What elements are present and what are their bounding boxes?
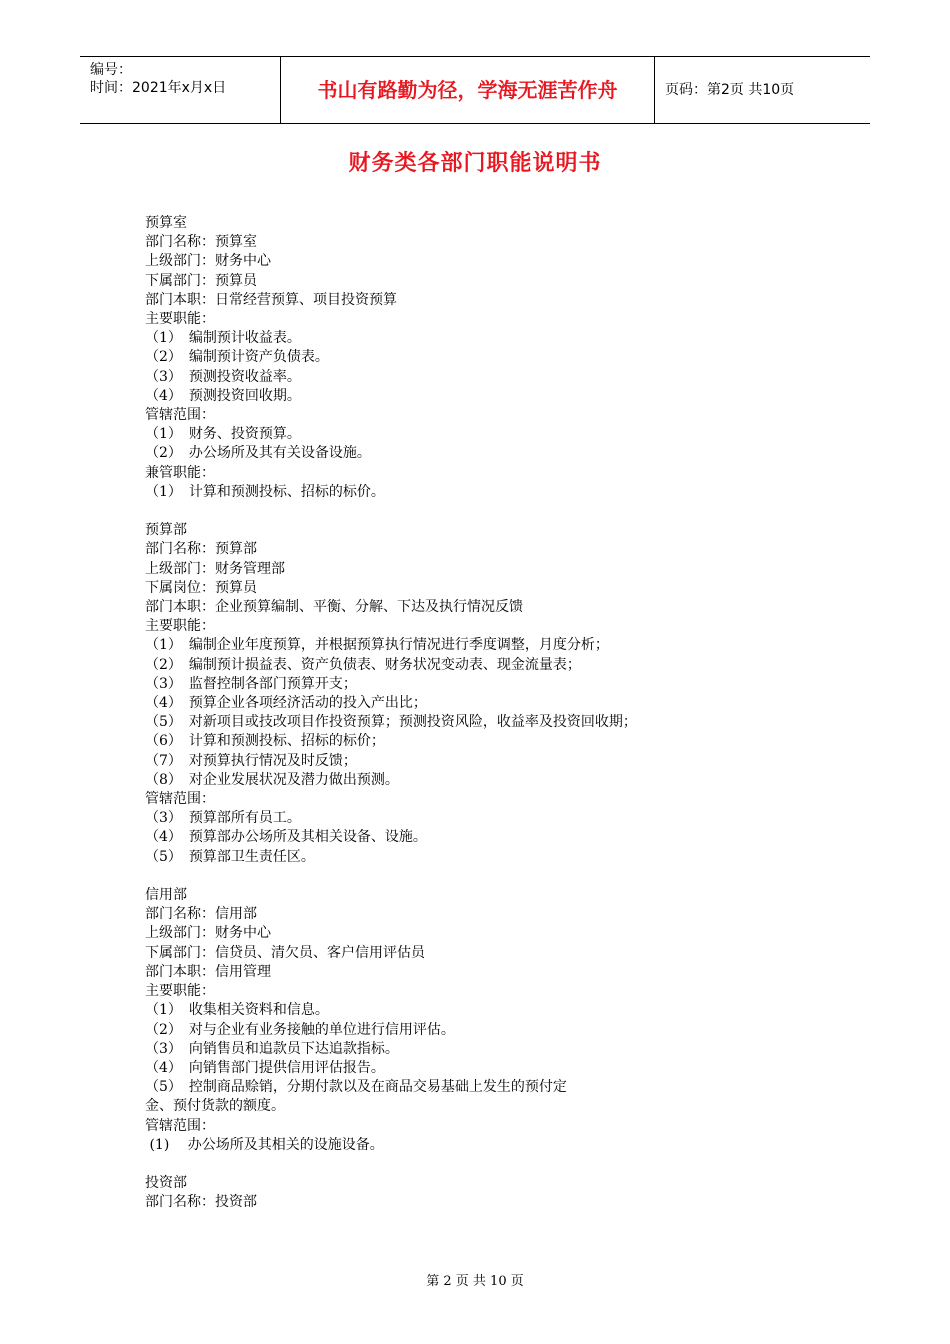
text-line: （2） 办公场所及其有关设备设施。 — [145, 445, 371, 462]
text-line: （7） 对预算执行情况及时反馈； — [145, 752, 357, 769]
text-line: （1） 收集相关资料和信息。 — [145, 1002, 329, 1019]
text-line: 下属部门：信贷员、清欠员、客户信用评估员 — [145, 944, 425, 961]
text-line: 部门名称：投资部 — [145, 1194, 257, 1211]
time-label: 时间：2021年x月x日 — [90, 80, 227, 96]
text-line: 主要职能： — [145, 618, 215, 635]
document-title: 财务类各部门职能说明书 — [348, 151, 602, 176]
text-line: （5） 控制商品赊销，分期付款以及在商品交易基础上发生的预付定 — [145, 1079, 567, 1096]
text-line: （5） 对新项目或技改项目作投资预算；预测投资风险，收益率及投资回收期； — [145, 714, 637, 731]
text-line: （1） 计算和预测投标、招标的标价。 — [145, 483, 385, 500]
text-line: 预算部 — [145, 522, 187, 539]
text-line: （4） 预算部办公场所及其相关设备、设施。 — [145, 829, 427, 846]
text-line: 部门名称：信用部 — [145, 906, 257, 923]
text-line: 上级部门：财务中心 — [145, 253, 271, 270]
text-line: 部门本职：企业预算编制、平衡、分解、下达及执行情况反馈 — [145, 599, 523, 616]
text-line: 主要职能： — [145, 311, 215, 328]
text-line: 部门名称：预算室 — [145, 234, 257, 251]
page-footer: 第 2 页 共 10 页 — [426, 1274, 524, 1289]
text-line: 管辖范围： — [145, 1117, 215, 1134]
header-table — [80, 56, 870, 124]
text-line: （4） 预算企业各项经济活动的投入产出比； — [145, 695, 427, 712]
text-line: 管辖范围： — [145, 791, 215, 808]
text-line: 上级部门：财务管理部 — [145, 560, 285, 577]
text-line: 主要职能： — [145, 983, 215, 1000]
text-line: 投资部 — [145, 1175, 187, 1192]
text-line: 下属岗位：预算员 — [145, 579, 257, 596]
text-line: （8） 对企业发展状况及潜力做出预测。 — [145, 771, 399, 788]
text-line: 预算室 — [145, 215, 187, 231]
text-line: 兼管职能： — [145, 464, 215, 481]
text-line: （5） 预算部卫生责任区。 — [145, 848, 315, 865]
blank-line — [145, 1155, 845, 1174]
text-line: （3） 向销售员和追款员下达追款指标。 — [145, 1040, 399, 1057]
text-line: 管辖范围： — [145, 407, 215, 424]
text-line: 信用部 — [145, 887, 187, 904]
blank-line — [145, 502, 845, 521]
document-body — [145, 214, 845, 1213]
page-indicator: 页码：第2页 共10页 — [665, 82, 795, 98]
motto: 书山有路勤为径，学海无涯苦作舟 — [281, 57, 655, 123]
text-line: （2） 编制预计损益表、资产负债表、财务状况变动表、现金流量表； — [145, 656, 581, 673]
text-line: 上级部门：财务中心 — [145, 925, 271, 942]
text-line: （6） 计算和预测投标、招标的标价； — [145, 733, 385, 750]
text-line: 部门本职：信用管理 — [145, 963, 271, 980]
text-line: （1） 财务、投资预算。 — [145, 426, 301, 443]
text-line: 部门名称：预算部 — [145, 541, 257, 558]
text-line: （2） 编制预计资产负债表。 — [145, 349, 329, 366]
text-line: （1） 编制预计收益表。 — [145, 330, 301, 347]
number-label: 编号： — [90, 62, 132, 78]
text-line: （4） 向销售部门提供信用评估报告。 — [145, 1059, 385, 1076]
header-meta-cell — [80, 57, 281, 123]
text-line: 金、预付货款的额度。 — [145, 1098, 285, 1115]
text-line: （4） 预测投资回收期。 — [145, 387, 301, 404]
text-line: (1) 办公场所及其相关的设施设备。 — [145, 1136, 384, 1153]
blank-line — [145, 867, 845, 886]
text-line: （3） 预算部所有员工。 — [145, 810, 301, 827]
text-line: （3） 预测投资收益率。 — [145, 368, 301, 385]
text-line: （1） 编制企业年度预算，并根据预算执行情况进行季度调整，月度分析； — [145, 637, 609, 654]
text-line: 部门本职：日常经营预算、项目投资预算 — [145, 291, 397, 308]
text-line: 下属部门：预算员 — [145, 272, 257, 289]
text-line: （3） 监督控制各部门预算开支； — [145, 675, 357, 692]
text-line: （2） 对与企业有业务接触的单位进行信用评估。 — [145, 1021, 455, 1038]
